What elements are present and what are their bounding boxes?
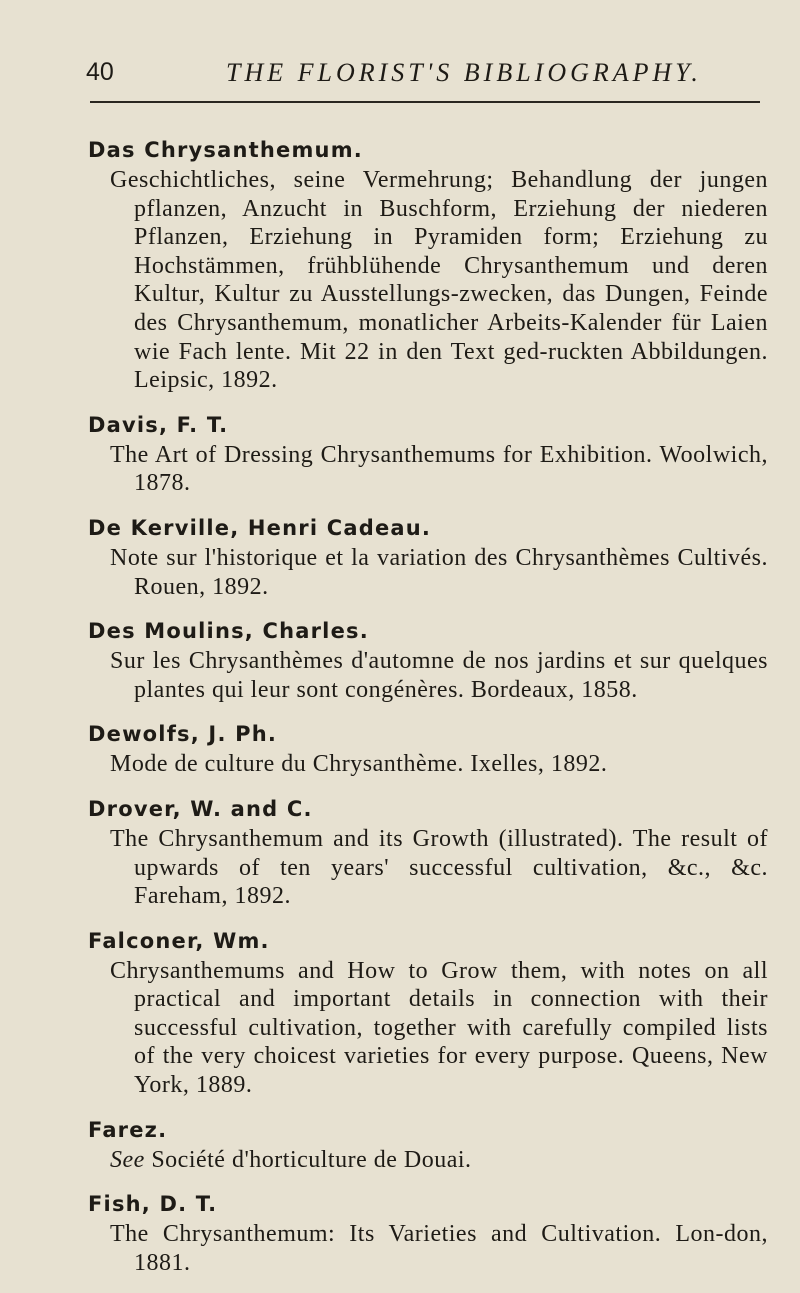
bibliography-entry [88,720,768,779]
page-number: 40 [86,58,114,86]
entry-text: The Art of Dressing Chrysanthemums for Exhibition. Woolwich, 1878. [110,441,768,497]
entry-text: Sur les Chrysanthèmes d'automne de nos jardins et sur quelques plantes qui leur sont congénères. Bordeaux, 1858. [110,648,768,703]
bibliography-entry [88,514,768,601]
entry-heading: Dewolfs, J. Ph. [88,722,278,747]
entry-heading: Farez. [88,1117,168,1142]
header-rule [90,101,760,103]
entry-text: Geschichtliches, seine Vermehrung; Behandlung der jungen pflanzen, Anzucht in Buschform, Erziehung der niederen Pflanzen, Erziehung in Pyramiden form; Erziehung zu Hochstämmen, frühblühende Chrysanthemum und deren Kultur, Kultur zu Ausstellungs-zwecken, das Dungen, Feinde des Chrysanthemum, monatlicher Arbeits-Kalender für Laien wie Fach lente. Mit 22 in den Text ged-ruckten Abbildungen. Leipsic, 1892. [110,167,768,394]
entry-text: Mode de culture du Chrysanthème. Ixelles, 1892. [110,751,608,778]
bibliography-entry [88,795,768,911]
bibliography-entry [88,617,768,704]
entry-text: Note sur l'historique et la variation des Chrysanthèmes Cultivés. Rouen, 1892. [110,544,768,600]
entry-text: Chrysanthemums and How to Grow them, with notes on all practical and important details in connection with their successful cultivation, together with carefully compiled lists of the very choicest varieties for every purpose. Queens, New York, 1889. [110,957,768,1099]
bibliography-entry [88,927,768,1100]
bibliography-entry [88,1190,768,1277]
running-head [86,58,760,98]
entry-heading: Falconer, Wm. [88,928,270,953]
bibliography-entry [88,136,768,395]
entry-text [88,1146,768,1175]
bibliography-entry [88,1116,768,1175]
entry-heading: Fish, D. T. [88,1192,218,1217]
entry-heading: De Kerville, Henri Cadeau. [88,515,432,540]
entry-heading: Drover, W. and C. [88,796,313,821]
entry-heading: Des Moulins, Charles. [88,619,369,644]
entry-heading: Das Chrysanthemum. [88,138,363,162]
entry-text: The Chrysanthemum: Its Varieties and Cultivation. Lon-don, 1881. [110,1221,768,1276]
see-reference-label: See [110,1146,145,1173]
entry-text: The Chrysanthemum and its Growth (illustrated). The result of upwards of ten years' successful cultivation, &c., &c. Fareham, 1892. [110,825,768,910]
entry-heading: Davis, F. T. [88,412,229,437]
running-title: THE FLORIST'S BIBLIOGRAPHY. [226,58,702,87]
see-reference-target: Société d'horticulture de Douai. [151,1146,472,1173]
bibliography-entry [88,411,768,498]
bibliography-entries [88,136,768,1293]
